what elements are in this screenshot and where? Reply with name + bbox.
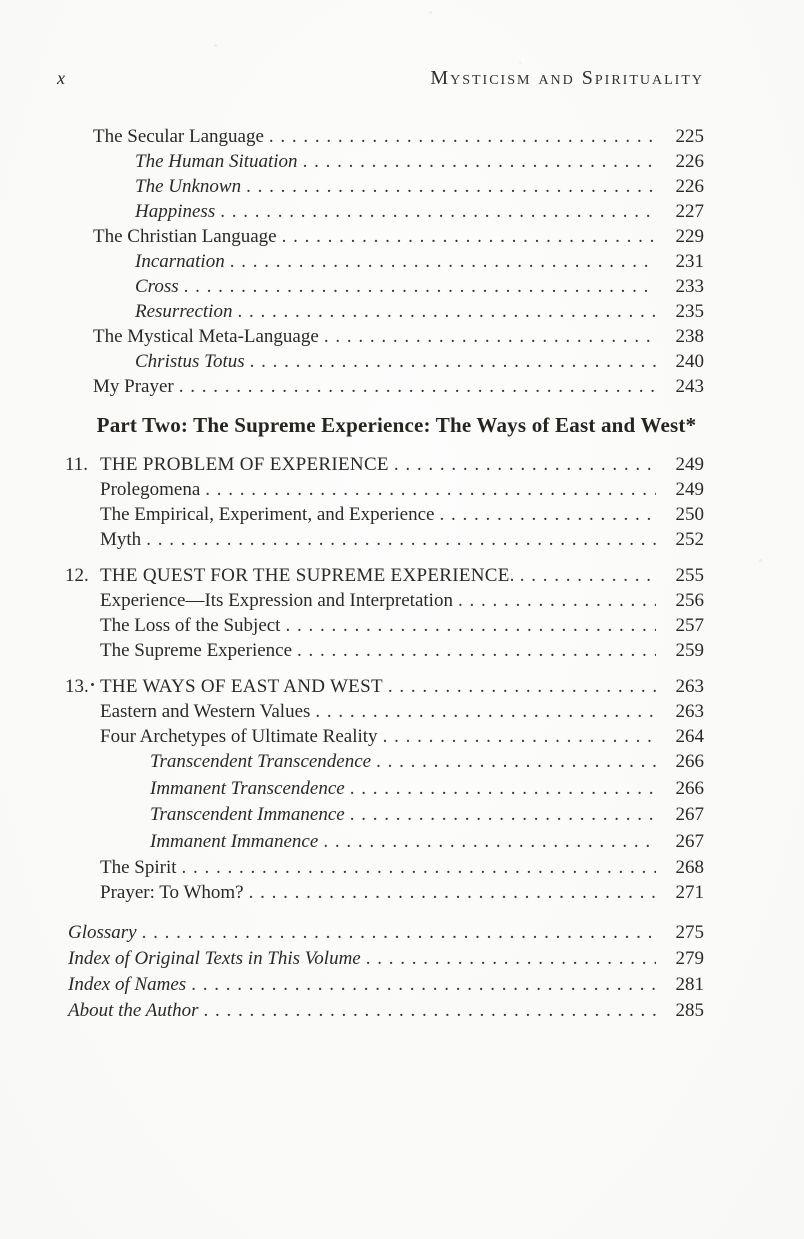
toc-entry-page-number: 225 [675,126,704,147]
toc-front-section [65,124,704,399]
toc-entry [135,249,704,274]
toc-entry-label: Immanent Transcendence [150,777,345,799]
toc-entry-page-number: 249 [675,454,704,475]
dot-leader [282,224,656,249]
toc-entry-label: About the Author [68,1000,199,1021]
toc-entry-label: My Prayer [93,376,174,397]
dot-leader [303,149,656,174]
dot-leader [269,124,656,149]
toc-entry [68,998,704,1024]
toc-entry-label: The Empirical, Experiment, and Experience [100,504,435,525]
toc-entry-page-number: 267 [675,830,704,852]
toc-entry-page-number: 250 [675,504,704,525]
dot-leader [458,588,656,613]
toc-entry-label: Eastern and Western Values [100,701,311,722]
toc-entry-page-number: 243 [675,376,704,397]
dot-leader [246,174,656,199]
toc-entry-label: Cross [135,276,179,297]
toc-entry-page-number: 263 [675,701,704,722]
toc-entry-label: Myth [100,529,142,550]
toc-entry [150,749,704,776]
toc-entry-label: Prayer: To Whom? [100,882,244,903]
toc-entry [93,374,704,399]
folio-page-number: x [57,68,65,88]
toc-entry-page-number: 281 [675,974,704,995]
dot-leader [182,855,656,880]
toc-chapters [65,452,704,905]
dot-leader [205,477,656,502]
dot-leader [142,920,656,946]
dot-leader [220,199,656,224]
toc-entry [150,776,704,803]
toc-entry [65,674,704,699]
dot-leader [249,880,656,905]
toc-entry [100,588,704,613]
toc-entry-page-number: 238 [675,326,704,347]
dot-leader [285,613,656,638]
toc-entry-label: THE PROBLEM OF EXPERIENCE [100,454,389,475]
dot-leader [383,724,656,749]
toc-entry [100,855,704,880]
toc-entry-label: The Spirit [100,857,177,878]
toc-entry [100,527,704,552]
toc-entry-label: The Christian Language [93,226,277,247]
toc-entry-page-number: 264 [675,726,704,747]
toc-entry-page-number: 235 [675,301,704,322]
toc-entry [68,946,704,972]
dot-leader [191,972,656,998]
toc-entry-page-number: 255 [675,565,704,586]
toc-entry-label: Transcendent Immanence [150,804,345,825]
toc-entry [100,638,704,663]
toc-entry-label: Index of Names [68,974,187,995]
toc-entry-label: The Supreme Experience [100,640,293,661]
toc-entry [135,149,704,174]
dot-leader [237,299,656,324]
toc-entry-page-number: 268 [675,857,704,878]
toc-entry [135,199,704,224]
toc-entry-page-number: 256 [675,590,704,611]
toc-entry-label: The Mystical Meta-Language [93,326,319,347]
toc-entry-page-number: 233 [675,276,704,297]
toc-entry-label: Glossary [68,922,137,943]
running-head-title: Mysticism and Spirituality [430,67,704,89]
toc-entry-label: Transcendent Transcendence [150,751,372,772]
toc-entry-label: The Loss of the Subject [100,615,281,636]
toc-entry-label: THE QUEST FOR THE SUPREME EXPERIENCE. [100,565,515,586]
toc-entry [100,502,704,527]
dot-leader [388,674,656,699]
chapter-number: 11. [65,454,89,475]
toc-entry [150,802,704,829]
toc-entry-label: The Unknown [135,176,242,197]
toc-entry-label: Incarnation [135,251,225,272]
toc-entry-label: Index of Original Texts in This Volume [68,948,361,969]
toc-entry-label: Christus Totus [135,351,245,372]
toc-entry [100,477,704,502]
toc-entry-page-number: 279 [675,948,704,969]
toc-entry-label: Prolegomena [100,479,201,500]
toc-entry-label: The Human Situation [135,151,298,172]
dot-leader [297,638,656,663]
toc-entry [68,972,704,998]
toc-entry [68,920,704,946]
toc-entry-page-number: 240 [675,351,704,372]
toc-entry-page-number: 266 [675,777,704,799]
chapter-number: 12. [65,565,89,586]
chapter-number: 13. [65,674,100,699]
toc-entry-page-number: 267 [675,804,704,825]
toc-entry [135,274,704,299]
toc-entry-page-number: 229 [675,226,704,247]
toc-entry-label: Four Archetypes of Ultimate Reality [100,726,378,747]
dot-leader [394,452,656,477]
toc-chapter-block [65,674,704,905]
toc-entry-label: Experience—Its Expression and Interpretation [100,590,453,611]
table-of-contents [65,124,704,1024]
toc-entry-page-number: 252 [675,529,704,550]
dot-leader [230,249,656,274]
toc-entry [100,880,704,905]
dot-leader [179,374,656,399]
toc-chapter-block [65,452,704,552]
toc-entry [93,324,704,349]
dot-leader [146,527,656,552]
toc-back-matter [65,920,704,1024]
dot-leader [439,502,656,527]
toc-entry [65,452,704,477]
toc-entry [93,124,704,149]
toc-entry-page-number: 227 [675,201,704,222]
dot-leader [350,802,656,829]
toc-entry [100,699,704,724]
toc-entry [135,174,704,199]
toc-entry-page-number: 275 [675,922,704,943]
dot-leader [204,998,656,1024]
dot-leader [366,946,656,972]
dot-leader [323,829,656,856]
toc-entry-label: The Secular Language [93,126,264,147]
toc-entry [135,299,704,324]
part-two-heading: Part Two: The Supreme Experience: The Ways of East and West* [96,413,697,437]
toc-entry [65,563,704,588]
toc-entry-page-number: 285 [675,1000,704,1021]
dot-leader [184,274,656,299]
toc-entry [135,349,704,374]
dot-leader [324,324,656,349]
scan-artifacts [0,0,1,1]
dot-leader [350,776,656,803]
toc-entry-label: Immanent Immanence [150,830,319,852]
dot-leader [250,349,656,374]
toc-entry-page-number: 266 [675,751,704,772]
toc-entry-label: THE WAYS OF EAST AND WEST [100,676,383,697]
toc-entry-label: Happiness [135,201,216,222]
toc-entry-page-number: 257 [675,615,704,636]
toc-chapter-block [65,563,704,663]
toc-entry-page-number: 249 [675,479,704,500]
page-header [57,66,704,90]
toc-entry [93,224,704,249]
dot-leader [376,749,656,776]
dot-leader [315,699,656,724]
dot-leader [520,563,656,588]
toc-entry-page-number: 271 [675,882,704,903]
toc-entry [100,613,704,638]
toc-entry-page-number: 231 [675,251,704,272]
toc-entry-page-number: 226 [675,151,704,172]
toc-entry-page-number: 263 [675,676,704,697]
toc-entry-label: Resurrection [135,301,233,322]
toc-entry-page-number: 259 [675,640,704,661]
toc-entry-page-number: 226 [675,176,704,197]
toc-entry [100,724,704,749]
toc-entry [150,829,704,856]
